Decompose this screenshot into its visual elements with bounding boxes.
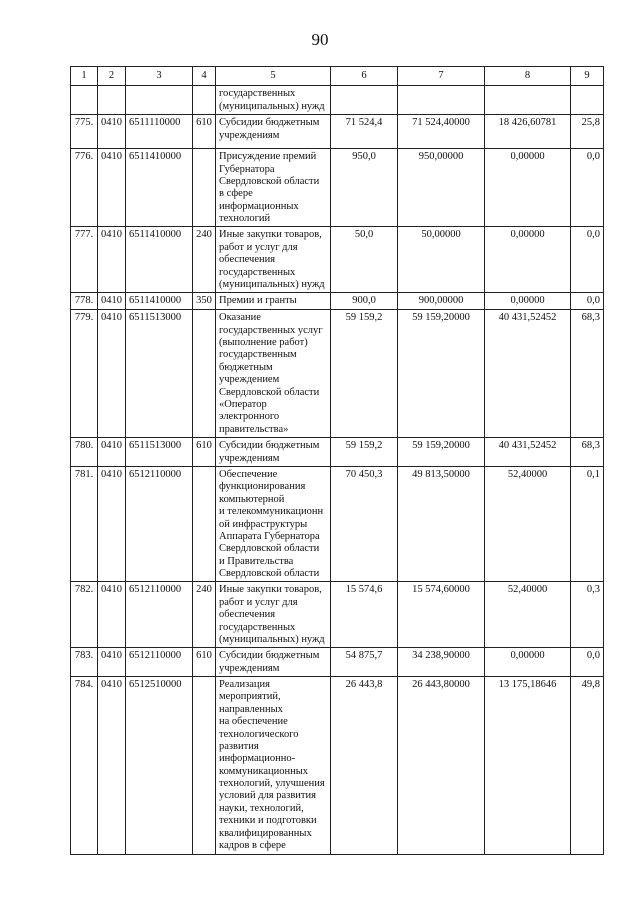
item-name: Обеспечение функционирования компьютерной и телекоммуникационн ой инфраструктуры Аппарата Губернатора Свердловской области и Правительства Свердловской области (216, 467, 331, 582)
table-row (71, 648, 604, 677)
executed-amount: 0,00000 (485, 293, 571, 310)
table-row (71, 115, 604, 149)
approved-amount: 54 875,7 (331, 648, 398, 677)
executed-amount: 13 175,18646 (485, 677, 571, 855)
target-article-code: 6511513000 (126, 310, 193, 438)
table-row (71, 582, 604, 648)
target-article-code: 6511410000 (126, 227, 193, 293)
header-col-4: 4 (193, 67, 216, 86)
target-article-code: 6512110000 (126, 582, 193, 648)
refined-amount: 900,00000 (398, 293, 485, 310)
continuation-name: государственных (муниципальных) нужд (216, 86, 331, 115)
item-name: Иные закупки товаров, работ и услуг для обеспечения государственных (муниципальных) нужд (216, 227, 331, 293)
execution-percent: 0,0 (571, 149, 604, 227)
table-row (71, 310, 604, 438)
row-number: 775. (71, 115, 98, 149)
table-row (71, 227, 604, 293)
row-number: 783. (71, 648, 98, 677)
approved-amount: 50,0 (331, 227, 398, 293)
item-name: Оказание государственных услуг (выполнение работ) государственным бюджетным учреждением Свердловской области «Оператор электронного правительства» (216, 310, 331, 438)
approved-amount: 26 443,8 (331, 677, 398, 855)
header-col-2: 2 (98, 67, 126, 86)
execution-percent: 0,1 (571, 467, 604, 582)
refined-amount: 950,00000 (398, 149, 485, 227)
execution-percent: 25,8 (571, 115, 604, 149)
execution-percent: 68,3 (571, 438, 604, 467)
executed-amount: 52,40000 (485, 582, 571, 648)
section-code: 0410 (98, 438, 126, 467)
row-number: 777. (71, 227, 98, 293)
row-number: 784. (71, 677, 98, 855)
refined-amount: 26 443,80000 (398, 677, 485, 855)
target-article-code: 6512510000 (126, 677, 193, 855)
section-code: 0410 (98, 677, 126, 855)
execution-percent: 0,0 (571, 648, 604, 677)
header-col-6: 6 (331, 67, 398, 86)
row-number: 779. (71, 310, 98, 438)
item-name: Присуждение премий Губернатора Свердловской области в сфере информационных технологий (216, 149, 331, 227)
section-code: 0410 (98, 115, 126, 149)
table-row (71, 149, 604, 227)
executed-amount: 0,00000 (485, 648, 571, 677)
page-number: 90 (311, 30, 329, 49)
item-name: Премии и гранты (216, 293, 331, 310)
approved-amount: 59 159,2 (331, 310, 398, 438)
header-col-9: 9 (571, 67, 604, 86)
refined-amount: 59 159,20000 (398, 438, 485, 467)
refined-amount: 59 159,20000 (398, 310, 485, 438)
expense-type-code: 240 (193, 582, 216, 648)
execution-percent: 0,3 (571, 582, 604, 648)
item-name: Иные закупки товаров, работ и услуг для обеспечения государственных (муниципальных) нужд (216, 582, 331, 648)
executed-amount: 18 426,60781 (485, 115, 571, 149)
approved-amount: 71 524,4 (331, 115, 398, 149)
expense-type-code: 350 (193, 293, 216, 310)
refined-amount: 71 524,40000 (398, 115, 485, 149)
section-code: 0410 (98, 293, 126, 310)
target-article-code: 6512110000 (126, 467, 193, 582)
expense-type-code: 610 (193, 115, 216, 149)
executed-amount: 0,00000 (485, 149, 571, 227)
executed-amount: 40 431,52452 (485, 310, 571, 438)
refined-amount: 49 813,50000 (398, 467, 485, 582)
table-row (71, 438, 604, 467)
expense-type-code: 610 (193, 648, 216, 677)
expense-type-code (193, 310, 216, 438)
executed-amount: 52,40000 (485, 467, 571, 582)
execution-percent: 0,0 (571, 227, 604, 293)
header-col-5: 5 (216, 67, 331, 86)
refined-amount: 50,00000 (398, 227, 485, 293)
header-col-8: 8 (485, 67, 571, 86)
section-code: 0410 (98, 582, 126, 648)
row-number: 776. (71, 149, 98, 227)
target-article-code: 6511110000 (126, 115, 193, 149)
table-row (71, 467, 604, 582)
target-article-code: 6511410000 (126, 149, 193, 227)
target-article-code: 6511513000 (126, 438, 193, 467)
execution-percent: 68,3 (571, 310, 604, 438)
item-name: Реализация мероприятий, направленных на обеспечение технологического развития информационно- коммуникационных технологий, улучшения условий для развития науки, технологий, техники и подготовки квалифицированных кадров в сфере (216, 677, 331, 855)
refined-amount: 34 238,90000 (398, 648, 485, 677)
approved-amount: 900,0 (331, 293, 398, 310)
target-article-code: 6511410000 (126, 293, 193, 310)
header-col-3: 3 (126, 67, 193, 86)
row-number: 782. (71, 582, 98, 648)
header-col-1: 1 (71, 67, 98, 86)
header-row (71, 67, 604, 86)
approved-amount: 950,0 (331, 149, 398, 227)
expense-type-code (193, 677, 216, 855)
row-number: 780. (71, 438, 98, 467)
row-number: 778. (71, 293, 98, 310)
approved-amount: 70 450,3 (331, 467, 398, 582)
header-col-7: 7 (398, 67, 485, 86)
item-name: Субсидии бюджетным учреждениям (216, 438, 331, 467)
execution-percent: 49,8 (571, 677, 604, 855)
section-code: 0410 (98, 227, 126, 293)
section-code: 0410 (98, 467, 126, 582)
refined-amount: 15 574,60000 (398, 582, 485, 648)
expense-type-code (193, 149, 216, 227)
expense-type-code: 610 (193, 438, 216, 467)
execution-percent: 0,0 (571, 293, 604, 310)
table-row (71, 293, 604, 310)
approved-amount: 59 159,2 (331, 438, 398, 467)
expense-type-code: 240 (193, 227, 216, 293)
expense-type-code (193, 467, 216, 582)
table-row (71, 677, 604, 855)
executed-amount: 40 431,52452 (485, 438, 571, 467)
row-number: 781. (71, 467, 98, 582)
section-code: 0410 (98, 149, 126, 227)
item-name: Субсидии бюджетным учреждениям (216, 115, 331, 149)
budget-table (70, 66, 604, 855)
item-name: Субсидии бюджетным учреждениям (216, 648, 331, 677)
approved-amount: 15 574,6 (331, 582, 398, 648)
section-code: 0410 (98, 310, 126, 438)
section-code: 0410 (98, 648, 126, 677)
executed-amount: 0,00000 (485, 227, 571, 293)
target-article-code: 6512110000 (126, 648, 193, 677)
continuation-row (71, 86, 604, 115)
